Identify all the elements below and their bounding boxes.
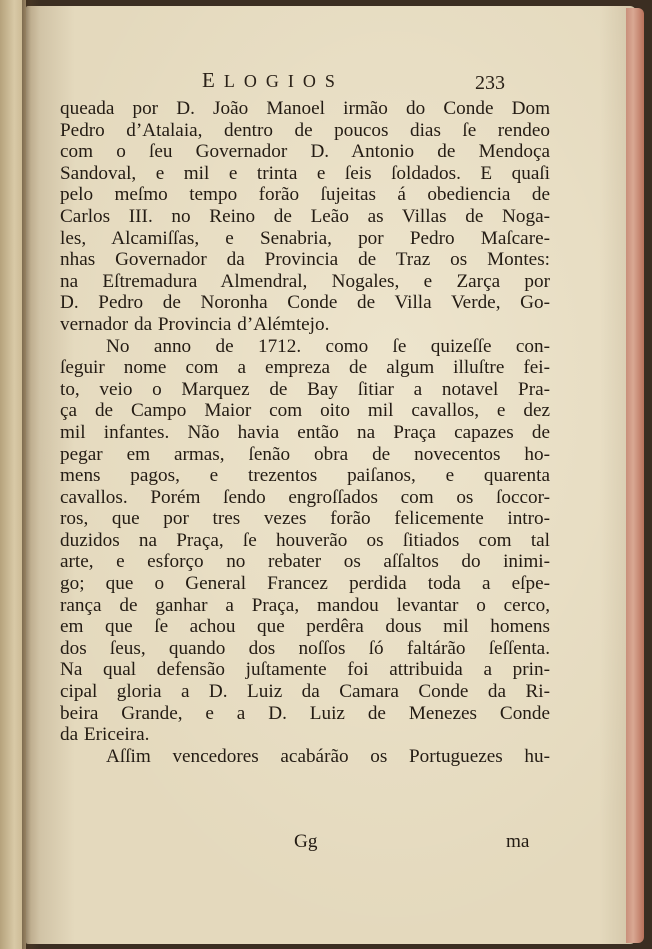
text-line: Na qual defensão juſtamente foi attribuida a prin- (60, 659, 550, 681)
catchword: ma (506, 831, 530, 852)
page-stack-edge (626, 8, 644, 943)
text-line: beira Grande, e a D. Luiz de Menezes Conde (60, 702, 550, 724)
text-line: ſeguir nome com a empreza de algum illuſtre fei- (60, 357, 550, 379)
text-line: pegar em armas, ſenão obra de novecentos ho- (60, 443, 550, 465)
text-line: dos ſeus, quando dos noſſos ſó faltárão ſeſſenta. (60, 637, 550, 659)
text-line: com o ſeu Governador D. Antonio de Mendoça (60, 141, 550, 163)
text-line: mens pagos, e trezentos paiſanos, e quarenta (60, 465, 550, 487)
text-line: go; que o General Francez perdida toda a eſpe- (60, 573, 550, 595)
page-footer (26, 831, 636, 855)
body-text (60, 98, 550, 767)
page-header (26, 68, 636, 94)
text-line: Pedro d’Atalaia, dentro de poucos dias ſe rendeo (60, 119, 550, 141)
book-page (26, 6, 636, 944)
text-line: mil infantes. Não havia então na Praça capazes de (60, 421, 550, 443)
text-line: da Ericeira. (60, 724, 150, 746)
text-line: Carlos III. no Reino de Leão as Villas de Noga- (60, 205, 550, 227)
running-head (202, 68, 344, 93)
text-line: D. Pedro de Noronha Conde de Villa Verde, Go- (60, 292, 550, 314)
text-line: ça de Campo Maior com oito mil cavallos, e dez (60, 400, 550, 422)
page-number: 233 (475, 72, 505, 94)
paragraph-start-line: No anno de 1712. como ſe quizeſſe con- (106, 335, 550, 357)
text-line: duzidos na Praça, ſe houverão os ſitiados com tal (60, 529, 550, 551)
paragraph-start-line: Aſſim vencedores acabárão os Portuguezes hu- (106, 745, 550, 767)
binding-gutter (22, 0, 40, 949)
text-line: Sandoval, e mil e trinta e ſeis ſoldados. E quaſi (60, 162, 550, 184)
text-line: cavallos. Porém ſendo engroſſados com os ſoccor- (60, 486, 550, 508)
text-line: to, veio o Marquez de Bay ſitiar a notavel Pra- (60, 378, 550, 400)
text-line: nhas Governador da Provincia de Traz os Montes: (60, 249, 550, 271)
text-line: queada por D. João Manoel irmão do Conde Dom (60, 98, 550, 119)
text-line: ros, que por tres vezes forão felicemente intro- (60, 508, 550, 530)
signature-mark: Gg (294, 831, 318, 852)
text-line: cipal gloria a D. Luiz da Camara Conde da Ri- (60, 681, 550, 703)
running-head-initial: E (202, 68, 224, 92)
text-line: rança de ganhar a Praça, mandou levantar o cerco, (60, 594, 550, 616)
text-line: vernador da Provincia d’Alémtejo. (60, 313, 330, 335)
text-line: em que ſe achou que perdêra dous mil homens (60, 616, 550, 638)
running-head-rest: LOGIOS (223, 71, 344, 91)
text-line: pelo meſmo tempo forão ſujeitas á obediencia de (60, 184, 550, 206)
text-line: les, Alcamiſſas, e Senabria, por Pedro Maſcare- (60, 227, 550, 249)
text-line: arte, e esforço no rebater os aſſaltos do inimi- (60, 551, 550, 573)
text-line: na Eſtremadura Almendral, Nogales, e Zarça por (60, 270, 550, 292)
